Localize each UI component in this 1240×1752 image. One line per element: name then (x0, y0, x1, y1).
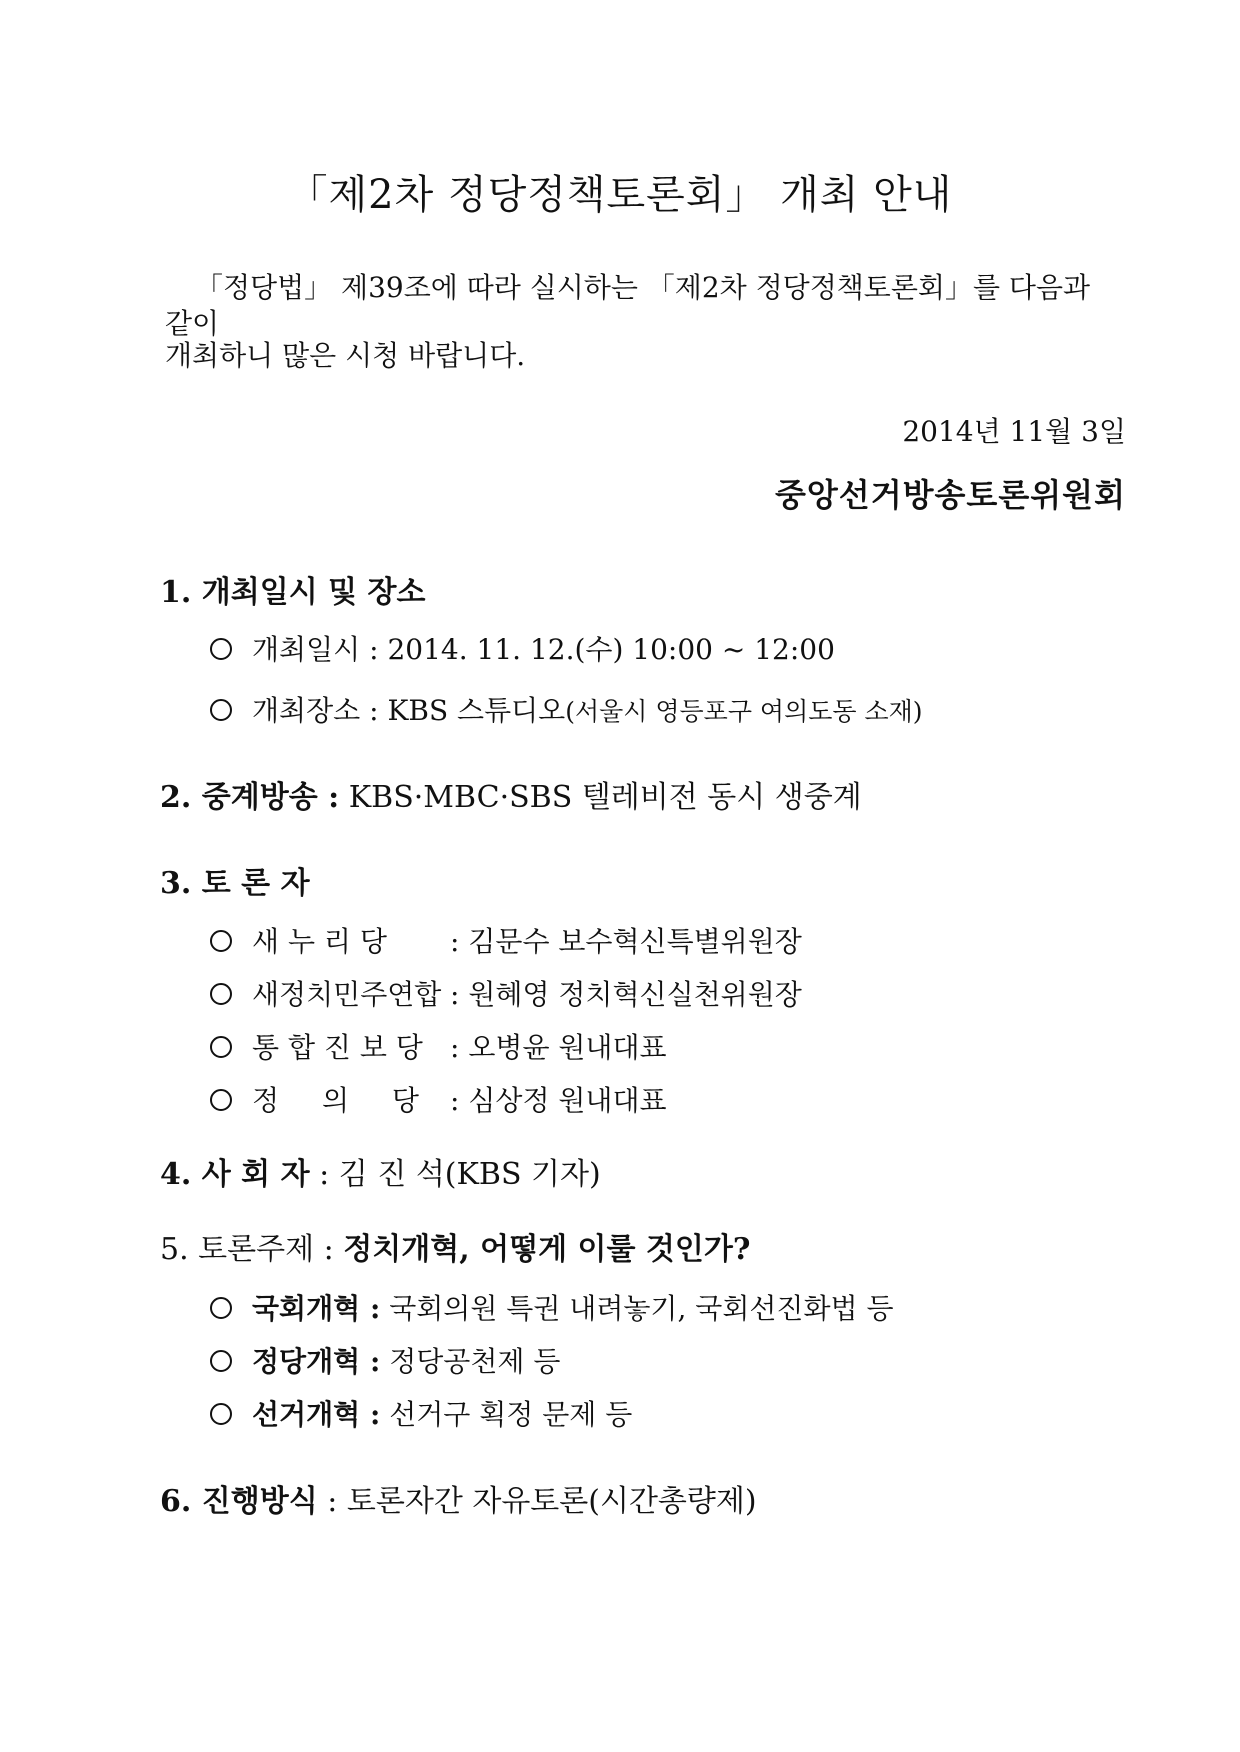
item-value: KBS 스튜디오 (387, 694, 566, 727)
circle-bullet-icon (210, 699, 232, 721)
debater-name: 심상정 원내대표 (468, 1084, 667, 1117)
document-title: 「제2차 정당정책토론회」 개최 안내 (287, 172, 953, 218)
debater-party: 정 의 당 (252, 1084, 419, 1117)
circle-bullet-icon (210, 638, 232, 660)
intro-line-2: 개최하니 많은 시청 바랍니다. (165, 339, 526, 372)
debater-party: 새정치민주연합 (252, 978, 442, 1011)
item-separator: : (450, 1084, 460, 1117)
section-6-title: 6. 진행방식 (160, 1484, 318, 1519)
debater-name: 원혜영 정치혁신실천위원장 (468, 978, 802, 1011)
debater-row (210, 924, 802, 960)
section-6-heading (160, 1482, 757, 1522)
debater-party: 통 합 진 보 당 (252, 1031, 423, 1064)
item-separator: : (323, 1232, 334, 1267)
debater-party: 새 누 리 당 (252, 925, 387, 958)
section-1-title: 1. 개최일시 및 장소 (160, 575, 426, 610)
section-6-value: 토론자간 자유토론(시간총량제) (346, 1484, 757, 1519)
item-separator: : (327, 1484, 338, 1519)
item-separator: : (319, 1157, 330, 1192)
topic-value: 정당공천제 등 (389, 1345, 561, 1378)
circle-bullet-icon (210, 1350, 232, 1372)
item-label: 개최장소 (252, 694, 361, 727)
section-5-title: 5. 토론주제 (160, 1232, 315, 1267)
circle-bullet-icon (210, 930, 232, 952)
item-separator: : (450, 1031, 460, 1064)
topic-label: 정당개혁 : (252, 1345, 381, 1378)
circle-bullet-icon (210, 1036, 232, 1058)
section-5-value: 정치개혁, 어떻게 이룰 것인가? (343, 1232, 751, 1267)
section-4-value: 김 진 석(KBS 기자) (338, 1157, 601, 1192)
section-1-item (210, 632, 835, 668)
topic-label: 선거개혁 : (252, 1398, 381, 1431)
topic-row (210, 1344, 560, 1380)
section-2-title: 2. 중계방송 : (160, 780, 340, 815)
topic-row (210, 1397, 632, 1433)
topic-row (210, 1291, 894, 1327)
topic-label: 국회개혁 : (252, 1292, 381, 1325)
section-2-value: KBS·MBC·SBS 텔레비전 동시 생중계 (348, 780, 862, 815)
debater-row (210, 1030, 667, 1066)
section-3-title: 3. 토 론 자 (160, 866, 310, 901)
circle-bullet-icon (210, 1403, 232, 1425)
section-1-heading (160, 573, 426, 613)
item-value: 2014. 11. 12.(수) 10:00 ~ 12:00 (387, 633, 835, 666)
section-5-heading (160, 1230, 750, 1270)
intro-line-1: 「정당법」 제39조에 따라 실시하는 「제2차 정당정책토론회」를 다음과 같이 (165, 271, 1091, 340)
section-4-title: 4. 사 회 자 (160, 1157, 310, 1192)
section-2-heading (160, 778, 862, 818)
item-separator: : (369, 694, 379, 727)
debater-name: 김문수 보수혁신특별위원장 (468, 925, 802, 958)
item-note: (서울시 영등포구 여의도동 소재) (565, 697, 923, 726)
circle-bullet-icon (210, 983, 232, 1005)
circle-bullet-icon (210, 1089, 232, 1111)
item-separator: : (450, 925, 460, 958)
item-separator: : (369, 633, 379, 666)
debater-name: 오병윤 원내대표 (468, 1031, 667, 1064)
item-separator: : (450, 978, 460, 1011)
section-3-heading (160, 864, 310, 904)
topic-value: 선거구 획정 문제 등 (389, 1398, 633, 1431)
topic-value: 국회의원 특권 내려놓기, 국회선진화법 등 (389, 1292, 894, 1325)
section-1-item (210, 693, 923, 730)
debater-row (210, 977, 802, 1013)
debater-row (210, 1083, 667, 1119)
section-4-heading (160, 1155, 601, 1195)
organization-name: 중앙선거방송토론위원회 (774, 476, 1126, 514)
issue-date: 2014년 11월 3일 (902, 415, 1126, 448)
circle-bullet-icon (210, 1297, 232, 1319)
item-label: 개최일시 (252, 633, 361, 666)
